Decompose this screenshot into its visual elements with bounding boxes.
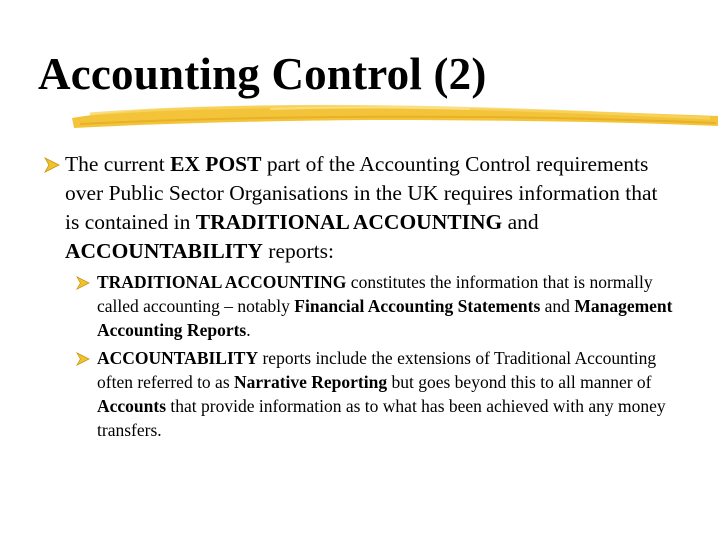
slide-title: Accounting Control (2) bbox=[38, 49, 487, 99]
sub-bullet-traditional-accounting bbox=[76, 270, 676, 342]
arrow-bullet-icon bbox=[76, 352, 90, 366]
arrow-bullet-icon bbox=[76, 276, 90, 290]
arrow-bullet-icon bbox=[44, 157, 60, 173]
sub-bullet-accountability-text: ACCOUNTABILITY reports include the extensions of Traditional Accounting often referred to as Narrative Reporting but goes beyond this to all manner of Accounts that provide information as to what has been achieved with any money transfers. bbox=[97, 348, 666, 440]
sub-bullet-accountability bbox=[76, 346, 676, 442]
sub-bullet-traditional-accounting-text: TRADITIONAL ACCOUNTING constitutes the information that is normally called accounting – notably Financial Accounting Statements and Management Accounting Reports. bbox=[97, 272, 673, 340]
bullet-ex-post-text: The current EX POST part of the Accounting Control requirements over Public Sector Organisations in the UK requires information that is contained in TRADITIONAL ACCOUNTING and ACCOUNTABILITY reports: bbox=[65, 152, 658, 263]
bullet-ex-post bbox=[44, 150, 664, 266]
title-underline-brushstroke bbox=[70, 100, 720, 134]
